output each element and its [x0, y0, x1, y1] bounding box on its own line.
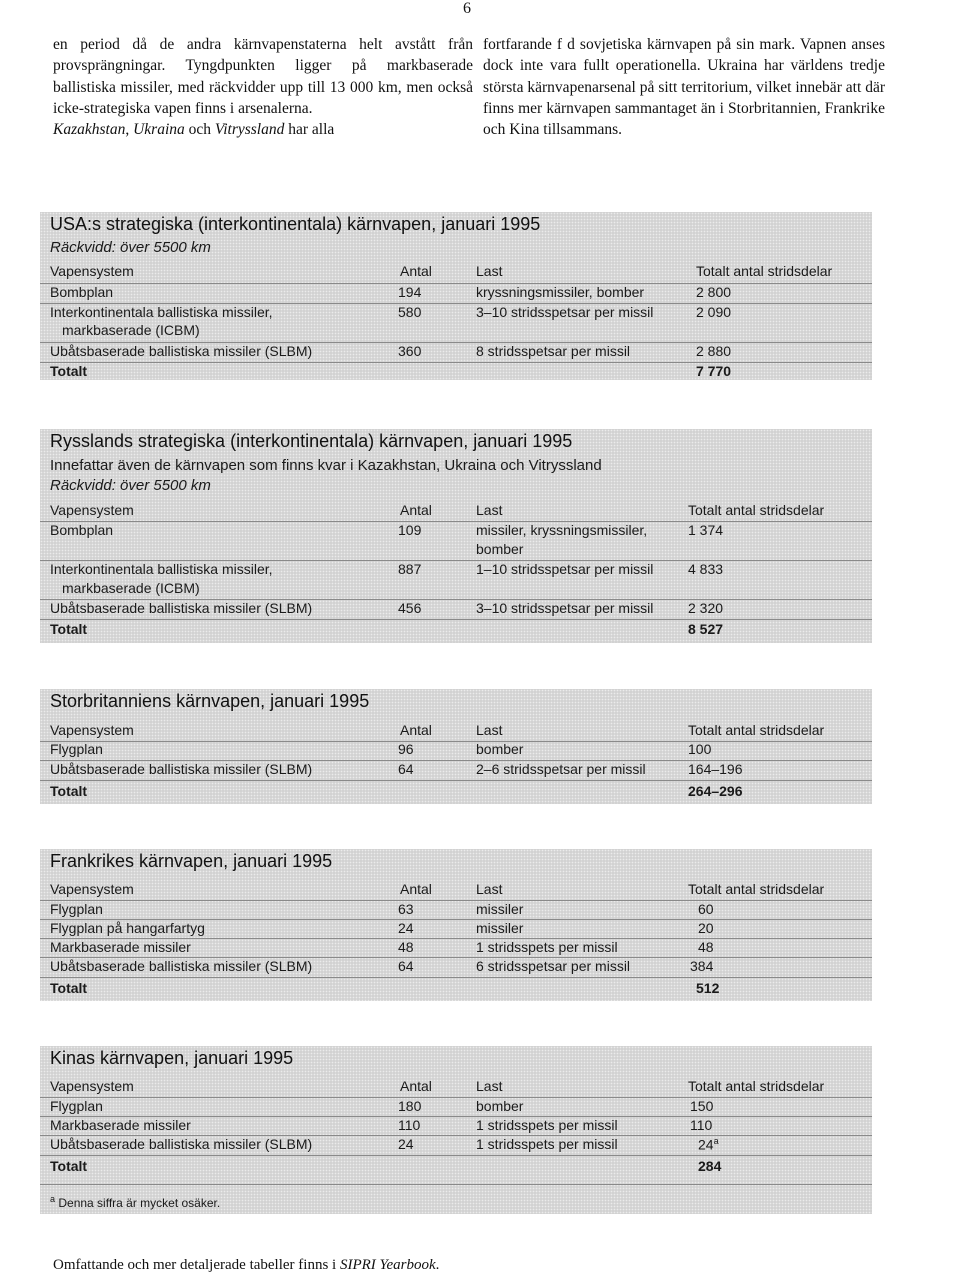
cell-load: 1 stridsspets per missil [476, 939, 618, 955]
table-row-continued [50, 580, 872, 599]
col-count: Antal [400, 722, 432, 738]
col-system: Vapensystem [50, 881, 134, 897]
cell-load: 6 stridsspetsar per missil [476, 958, 631, 974]
divider [40, 619, 872, 620]
left-column [53, 34, 473, 140]
cell-system: Bombplan [50, 284, 114, 300]
cell-count: 64 [398, 958, 414, 974]
table-row-continued [50, 541, 872, 560]
col-total: Totalt antal stridsdelar [688, 502, 825, 518]
table-header [50, 722, 872, 741]
col-load: Last [476, 502, 503, 518]
cell-system: Flygplan [50, 1098, 103, 1114]
page-footer: Omfattande och mer detaljerade tabeller finns i SIPRI Yearbook. [53, 1257, 440, 1273]
table-row-continued [50, 322, 872, 341]
total-label: Totalt [50, 980, 88, 996]
cell-total: 2 800 [696, 284, 732, 300]
cell-count: 48 [398, 939, 414, 955]
table-title: USA:s strategiska (interkontinentala) kärnvapen, januari 1995 [50, 214, 541, 234]
cell-load: 3–10 stridsspetsar per missil [476, 600, 654, 616]
cell-load: missiler [476, 920, 524, 936]
table-note: Innefattar även de kärnvapen som finns kvar i Kazakhstan, Ukraina och Vitryssland [50, 457, 602, 474]
cell-total: 2 090 [696, 304, 732, 320]
cell-system: markbaserade (ICBM) [62, 322, 200, 338]
col-total: Totalt antal stridsdelar [688, 1078, 825, 1094]
cell-count: 109 [398, 522, 422, 538]
divider [40, 1184, 872, 1185]
table-row [50, 1098, 872, 1117]
table-row [50, 561, 872, 580]
divider [40, 977, 872, 978]
cell-total: 2 320 [688, 600, 724, 616]
left-paragraph: en period då de andra kärnvapenstaterna helt avstått från provsprängningar. Tyngdpunkten ligger på markbaserade ballistiska missiler, med räckvidder upp till 13 000 km, men också icke-strategiska vapen finns i arsenalerna. Kazakhstan, Ukraina och Vitryssland har alla [53, 36, 473, 139]
total-value: 7 770 [696, 363, 732, 379]
total-value: 284 [698, 1158, 722, 1174]
cell-count: 194 [398, 284, 422, 300]
cell-system: Interkontinentala ballistiska missiler, [50, 561, 273, 577]
cell-system: Ubåtsbaserade ballistiska missiler (SLBM) [50, 958, 313, 974]
cell-load: missiler, kryssningsmissiler, [476, 522, 648, 538]
range-note: Räckvidd: över 5500 km [50, 477, 211, 494]
total-row [50, 363, 872, 382]
footnote-marker: a [713, 1136, 719, 1146]
cell-total: 4 833 [688, 561, 724, 577]
table-title: Storbritanniens kärnvapen, januari 1995 [50, 691, 370, 711]
total-number: 24 [698, 1136, 714, 1153]
cell-system: Ubåtsbaserade ballistiska missiler (SLBM) [50, 600, 313, 616]
cell-total [698, 1136, 719, 1153]
table-row [50, 958, 872, 977]
table-row [50, 284, 872, 303]
cell-system: Ubåtsbaserade ballistiska missiler (SLBM) [50, 1136, 313, 1152]
cell-total: 2 880 [696, 343, 732, 359]
cell-system: Markbaserade missiler [50, 1117, 191, 1133]
total-label: Totalt [50, 621, 88, 637]
col-load: Last [476, 1078, 503, 1094]
divider [40, 1155, 872, 1156]
col-count: Antal [400, 1078, 432, 1094]
cell-total: 110 [690, 1117, 713, 1133]
table-header [50, 1078, 872, 1097]
table-footnote [50, 1194, 220, 1210]
table-row [50, 1136, 872, 1155]
cell-total: 384 [690, 958, 714, 974]
col-system: Vapensystem [50, 722, 134, 738]
cell-count: 360 [398, 343, 422, 359]
cell-load: kryssningsmissiler, bomber [476, 284, 645, 300]
col-system: Vapensystem [50, 263, 134, 279]
col-count: Antal [400, 502, 432, 518]
col-load: Last [476, 263, 503, 279]
cell-load: 3–10 stridsspetsar per missil [476, 304, 654, 320]
cell-system: Interkontinentala ballistiska missiler, [50, 304, 273, 320]
cell-system: Ubåtsbaserade ballistiska missiler (SLBM) [50, 761, 313, 777]
total-row [50, 621, 872, 640]
cell-count: 580 [398, 304, 422, 320]
cell-count: 887 [398, 561, 422, 577]
total-row [50, 980, 872, 999]
uk-table [40, 689, 872, 804]
table-row [50, 343, 872, 362]
cell-total: 48 [698, 939, 714, 955]
cell-count: 24 [398, 920, 414, 936]
table-row [50, 522, 872, 541]
cell-total: 100 [688, 741, 712, 757]
col-count: Antal [400, 263, 432, 279]
table-row [50, 1117, 872, 1136]
cell-total: 150 [690, 1098, 714, 1114]
total-value: 8 527 [688, 621, 724, 637]
cell-system: Bombplan [50, 522, 114, 538]
total-value: 512 [696, 980, 720, 996]
table-title: Kinas kärnvapen, januari 1995 [50, 1048, 294, 1068]
cell-count: 110 [398, 1117, 421, 1133]
cell-total: 1 374 [688, 522, 724, 538]
cell-system: Flygplan [50, 741, 103, 757]
cell-load: missiler [476, 901, 524, 917]
france-table [40, 849, 872, 1001]
cell-load: 2–6 stridsspetsar per missil [476, 761, 646, 777]
col-system: Vapensystem [50, 1078, 134, 1094]
footnote-text: Denna siffra är mycket osäker. [55, 1196, 221, 1210]
table-row [50, 741, 872, 760]
footnote-marker: a [50, 1194, 56, 1204]
russia-table [40, 429, 872, 643]
table-header [50, 263, 872, 282]
right-column [483, 34, 885, 140]
cell-system: Markbaserade missiler [50, 939, 191, 955]
cell-system: Ubåtsbaserade ballistiska missiler (SLBM) [50, 343, 313, 359]
table-row [50, 600, 872, 619]
cell-count: 456 [398, 600, 422, 616]
china-table [40, 1046, 872, 1214]
total-value: 264–296 [688, 783, 743, 799]
cell-load: bomber [476, 1098, 524, 1114]
cell-count: 24 [398, 1136, 414, 1152]
col-total: Totalt antal stridsdelar [688, 722, 825, 738]
table-row [50, 304, 872, 323]
cell-count: 64 [398, 761, 414, 777]
cell-load: 1 stridsspets per missil [476, 1117, 618, 1133]
cell-load: bomber [476, 541, 524, 557]
right-paragraph: fortfarande f d sovjetiska kärnvapen på sin mark. Vapnen anses dock inte vara fullt operationella. Ukraina har världens tredje största kärnvapenarsenal på sitt territorium, vilket innebär att där finns mer kärnvapen sammantaget än i Storbritannien, Frankrike och Kina tillsammans. [483, 36, 885, 139]
table-title: Frankrikes kärnvapen, januari 1995 [50, 851, 333, 871]
col-count: Antal [400, 881, 432, 897]
cell-system: Flygplan [50, 901, 103, 917]
cell-total: 164–196 [688, 761, 743, 777]
cell-load: 8 stridsspetsar per missil [476, 343, 631, 359]
table-row [50, 761, 872, 780]
page-number: 6 [463, 0, 471, 17]
cell-count: 96 [398, 741, 414, 757]
table-title: Rysslands strategiska (interkontinentala) kärnvapen, januari 1995 [50, 431, 573, 451]
col-load: Last [476, 722, 503, 738]
table-header [50, 502, 872, 521]
cell-system: Flygplan på hangarfartyg [50, 920, 205, 936]
cell-total: 20 [698, 920, 714, 936]
table-row [50, 901, 872, 920]
total-label: Totalt [50, 1158, 88, 1174]
range-note: Räckvidd: över 5500 km [50, 239, 211, 256]
cell-count: 180 [398, 1098, 422, 1114]
col-total: Totalt antal stridsdelar [688, 881, 825, 897]
table-header [50, 881, 872, 900]
total-row [50, 1158, 872, 1177]
cell-load: 1 stridsspets per missil [476, 1136, 618, 1152]
cell-system: markbaserade (ICBM) [62, 580, 200, 596]
table-row [50, 939, 872, 958]
table-row [50, 920, 872, 939]
cell-count: 63 [398, 901, 414, 917]
cell-total: 60 [698, 901, 714, 917]
total-row [50, 783, 872, 802]
col-total: Totalt antal stridsdelar [696, 263, 833, 279]
total-label: Totalt [50, 363, 88, 379]
col-load: Last [476, 881, 503, 897]
divider [40, 780, 872, 781]
col-system: Vapensystem [50, 502, 134, 518]
cell-load: 1–10 stridsspetsar per missil [476, 561, 654, 577]
cell-load: bomber [476, 741, 524, 757]
total-label: Totalt [50, 783, 88, 799]
usa-table [40, 212, 872, 380]
